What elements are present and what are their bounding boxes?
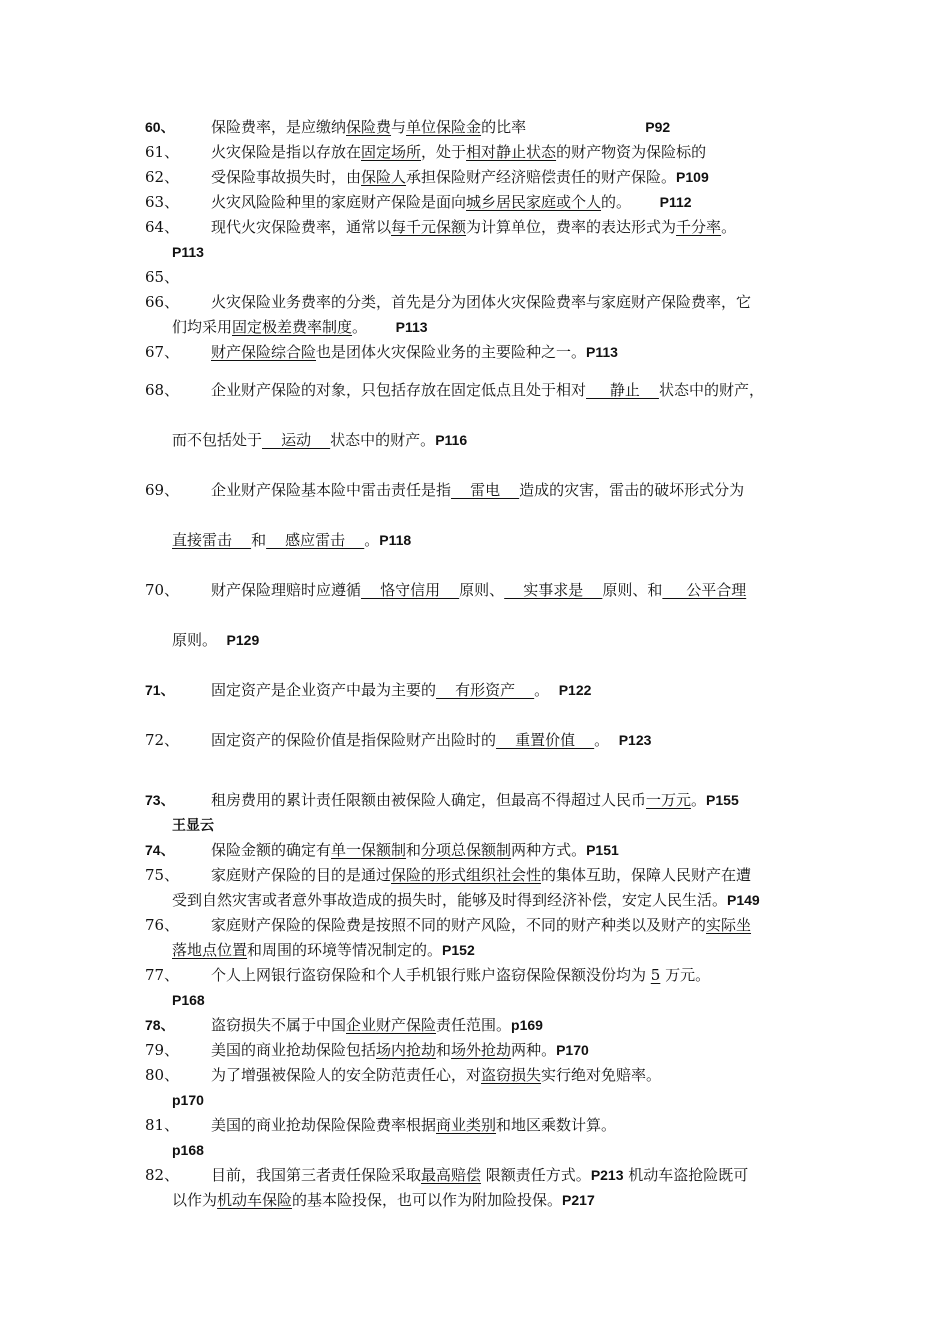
item-text-line <box>211 292 751 313</box>
item-text-line <box>211 790 739 811</box>
text-segment: 造成的灾害，雷击的破坏形式分为 <box>519 481 745 499</box>
page-reference: P170 <box>556 1042 589 1058</box>
page-reference: p170 <box>172 1092 204 1108</box>
page-reference: P109 <box>676 169 709 185</box>
text-segment: 。 <box>364 531 380 549</box>
text-segment: 限额责任方式。 <box>481 1166 591 1184</box>
item-text-line <box>211 142 706 163</box>
text-segment: 。 <box>534 681 559 699</box>
underlined-answer: 保险人 <box>361 168 407 186</box>
page-reference: P149 <box>727 892 760 908</box>
item-text-line <box>172 530 411 551</box>
page-reference: P151 <box>586 842 619 858</box>
text-segment: 和 <box>406 841 422 859</box>
underlined-answer: 千分率 <box>676 218 722 236</box>
text-segment: 们均采用 <box>172 318 233 336</box>
underlined-answer: 有形资产 <box>436 681 535 699</box>
text-segment: 两种方式。 <box>511 841 587 859</box>
item-number: 65、 <box>145 268 180 286</box>
page-reference: P116 <box>435 432 468 448</box>
underlined-answer: 财产保险综合险 <box>211 343 317 361</box>
text-segment: 现代火灾保险费率，通常以 <box>211 218 392 236</box>
item-text-line <box>211 1065 661 1086</box>
item-number: 73、 <box>145 792 175 808</box>
item-number: 67、 <box>145 343 180 361</box>
item-number: 60、 <box>145 119 175 135</box>
text-segment: 为了增强被保险人的安全防范责任心，对 <box>211 1066 482 1084</box>
item-text-line <box>211 117 670 138</box>
text-segment: 受到自然灾害或者意外事故造成的损失时，能够及时得到经济补偿，安定人民生活。 <box>172 891 728 909</box>
item-text-line <box>211 1165 748 1186</box>
item-number: 62、 <box>145 168 180 186</box>
item-text-line <box>172 890 760 911</box>
text-segment: 租房费用的累计责任限额由被保险人确定，但最高不得超过人民币 <box>211 791 647 809</box>
item-text-line <box>211 342 618 363</box>
item-text-line <box>211 580 746 601</box>
item-text-line <box>211 480 744 501</box>
text-segment: 而不包括处于 <box>172 431 263 449</box>
item-number: 64、 <box>145 218 180 236</box>
underlined-answer: 实事求是 <box>504 581 603 599</box>
underlined-answer: 保险费 <box>346 118 392 136</box>
underlined-answer: 保险的形式组织社会性 <box>391 866 542 884</box>
text-segment: 固定资产是企业资产中最为主要的 <box>211 681 437 699</box>
text-segment: 的财产物资为保险标的 <box>556 143 707 161</box>
text-segment: 保险金额的确定有 <box>211 841 332 859</box>
item-text-line <box>172 815 214 836</box>
item-text-line <box>172 317 428 338</box>
underlined-answer: 单一保额制 <box>331 841 407 859</box>
underlined-answer: 公平合理 <box>662 581 747 599</box>
underlined-answer: 运动 <box>262 431 331 449</box>
text-segment: 机动车盗抢险既可 <box>623 1166 749 1184</box>
item-text-line <box>211 965 710 986</box>
text-segment: 火灾风险险种里的家庭财产保险是面向 <box>211 193 467 211</box>
underlined-answer: 落地点位置 <box>172 941 248 959</box>
text-segment: 原则、和 <box>602 581 663 599</box>
text-segment: 的比率 <box>481 118 527 136</box>
text-segment: 原则。 <box>172 631 227 649</box>
text-segment: 的集体互助，保障人民财产在遭 <box>541 866 752 884</box>
page-reference: P92 <box>645 119 671 135</box>
underlined-answer: 恪守信用 <box>361 581 460 599</box>
item-number: 72、 <box>145 731 180 749</box>
item-text-line <box>172 1190 595 1211</box>
text-segment: 和地区乘数计算。 <box>496 1116 617 1134</box>
page-reference: P123 <box>618 732 652 748</box>
text-segment: 保险费率，是应缴纳 <box>211 118 347 136</box>
item-number: 82、 <box>145 1166 180 1184</box>
item-number: 80、 <box>145 1066 180 1084</box>
item-number: 74、 <box>145 842 175 858</box>
text-segment: 和 <box>436 1041 452 1059</box>
item-number: 63、 <box>145 193 180 211</box>
item-text-line <box>172 940 475 961</box>
text-segment: 企业财产保险的对象，只包括存放在固定低点且处于相对 <box>211 381 587 399</box>
underlined-answer: 分项总保额制 <box>421 841 512 859</box>
item-text-line <box>172 1090 204 1111</box>
underlined-answer: 一万元 <box>646 791 692 809</box>
underlined-answer: 重置价值 <box>496 731 595 749</box>
text-segment: 美国的商业抢劫保险保险费率根据 <box>211 1116 437 1134</box>
underlined-answer: 场外抢劫 <box>451 1041 512 1059</box>
underlined-answer: 场内抢劫 <box>376 1041 437 1059</box>
underlined-answer: 实际坐 <box>706 916 752 934</box>
item-text-line <box>172 630 259 651</box>
text-segment: 为计算单位，费率的表达形式为 <box>466 218 677 236</box>
underlined-answer: 固定场所 <box>361 143 422 161</box>
item-text-line <box>211 730 651 751</box>
text-segment: 的基本险投保，也可以作为附加险投保。 <box>292 1191 563 1209</box>
underlined-answer: 静止 <box>586 381 659 399</box>
underlined-answer: 每千元保额 <box>391 218 467 236</box>
page-reference: p168 <box>172 1142 204 1158</box>
item-text-line <box>211 192 692 213</box>
item-number: 70、 <box>145 581 180 599</box>
item-number: 76、 <box>145 916 180 934</box>
underlined-answer: 5 <box>650 966 661 984</box>
page-reference: P113 <box>172 244 204 260</box>
item-text-line <box>172 990 205 1011</box>
text-segment: 家庭财产保险的目的是通过 <box>211 866 392 884</box>
text-segment: 和 <box>251 531 267 549</box>
item-number: 66、 <box>145 293 180 311</box>
page-reference: P112 <box>659 194 692 210</box>
page-reference: P113 <box>586 344 618 360</box>
text-segment: 万元。 <box>660 966 711 984</box>
item-text-line <box>211 167 709 188</box>
page-reference: 王显云 <box>172 817 214 833</box>
text-segment: 状态中的财产， <box>658 381 764 399</box>
page-reference: P129 <box>226 632 260 648</box>
item-text-line <box>172 430 467 451</box>
underlined-answer: 单位保险金 <box>406 118 482 136</box>
item-number: 61、 <box>145 143 180 161</box>
text-segment: 。 <box>721 218 737 236</box>
text-segment: 火灾保险业务费率的分类，首先是分为团体火灾保险费率与家庭财产保险费率，它 <box>211 293 752 311</box>
item-number: 71、 <box>145 682 175 698</box>
text-segment: 火灾保险是指以存放在 <box>211 143 362 161</box>
text-segment: 实行绝对免赔率。 <box>541 1066 662 1084</box>
item-text-line <box>211 1115 616 1136</box>
item-number: 79、 <box>145 1041 180 1059</box>
underlined-answer: 企业财产保险 <box>346 1016 437 1034</box>
item-number: 75、 <box>145 866 180 884</box>
text-segment: 和周围的环境等情况制定的。 <box>247 941 443 959</box>
text-segment: 目前，我国第三者责任保险采取 <box>211 1166 422 1184</box>
page-reference: P168 <box>172 992 205 1008</box>
text-segment: 状态中的财产。 <box>330 431 436 449</box>
page-reference: P217 <box>562 1192 595 1208</box>
page-reference: p169 <box>511 1017 543 1033</box>
item-text-line <box>211 1040 589 1061</box>
text-segment: 。 <box>691 791 707 809</box>
item-text-line <box>172 1140 204 1161</box>
item-number: 77、 <box>145 966 180 984</box>
item-number: 68、 <box>145 381 180 399</box>
text-segment: 盗窃损失不属于中国 <box>211 1016 347 1034</box>
item-text-line <box>211 680 591 701</box>
underlined-answer: 雷电 <box>451 481 520 499</box>
text-segment: 家庭财产保险的保险费是按照不同的财产风险，不同的财产种类以及财产的 <box>211 916 707 934</box>
text-segment: 受保险事故损失时，由 <box>211 168 362 186</box>
item-text-line <box>211 1015 543 1036</box>
text-segment: 。 <box>594 731 619 749</box>
text-segment: 企业财产保险基本险中雷击责任是指 <box>211 481 452 499</box>
item-text-line <box>172 242 204 263</box>
page-reference: P118 <box>379 532 412 548</box>
item-text-line <box>211 840 619 861</box>
underlined-answer: 商业类别 <box>436 1116 497 1134</box>
text-segment: 个人上网银行盗窃保险和个人手机银行账户盗窃保险保额没份均为 <box>211 966 651 984</box>
underlined-answer: 城乡居民家庭或个人 <box>466 193 602 211</box>
underlined-answer: 感应雷击 <box>266 531 365 549</box>
item-text-line <box>211 380 764 401</box>
text-segment: ，处于 <box>421 143 467 161</box>
text-segment <box>526 118 645 136</box>
item-number: 69、 <box>145 481 180 499</box>
text-segment: 也是团体火灾保险业务的主要险种之一。 <box>316 343 587 361</box>
text-segment: 与 <box>391 118 407 136</box>
text-segment: 责任范围。 <box>436 1016 512 1034</box>
page-reference: P152 <box>442 942 475 958</box>
underlined-answer: 固定极差费率制度 <box>232 318 353 336</box>
underlined-answer: 直接雷击 <box>172 531 252 549</box>
text-segment: 的。 <box>601 193 660 211</box>
item-text-line <box>211 865 751 886</box>
text-segment: 财产保险理赔时应遵循 <box>211 581 362 599</box>
page-reference: P113 <box>395 319 428 335</box>
text-segment: 美国的商业抢劫保险包括 <box>211 1041 377 1059</box>
text-segment: 两种。 <box>511 1041 557 1059</box>
item-number: 81、 <box>145 1116 180 1134</box>
text-segment: 原则、 <box>459 581 505 599</box>
text-segment: 承担保险财产经济赔偿责任的财产保险。 <box>406 168 677 186</box>
text-segment: 固定资产的保险价值是指保险财产出险时的 <box>211 731 497 749</box>
page-reference: P122 <box>558 682 592 698</box>
item-text-line <box>211 915 751 936</box>
underlined-answer: 最高赔偿 <box>421 1166 482 1184</box>
item-text-line <box>211 217 736 238</box>
text-segment: 。 <box>352 318 396 336</box>
text-segment: 以作为 <box>172 1191 218 1209</box>
underlined-answer: 机动车保险 <box>217 1191 293 1209</box>
underlined-answer: 相对静止状态 <box>466 143 557 161</box>
item-number: 78、 <box>145 1017 175 1033</box>
page-reference: P155 <box>706 792 739 808</box>
page-reference: P213 <box>590 1167 624 1183</box>
underlined-answer: 盗窃损失 <box>481 1066 542 1084</box>
